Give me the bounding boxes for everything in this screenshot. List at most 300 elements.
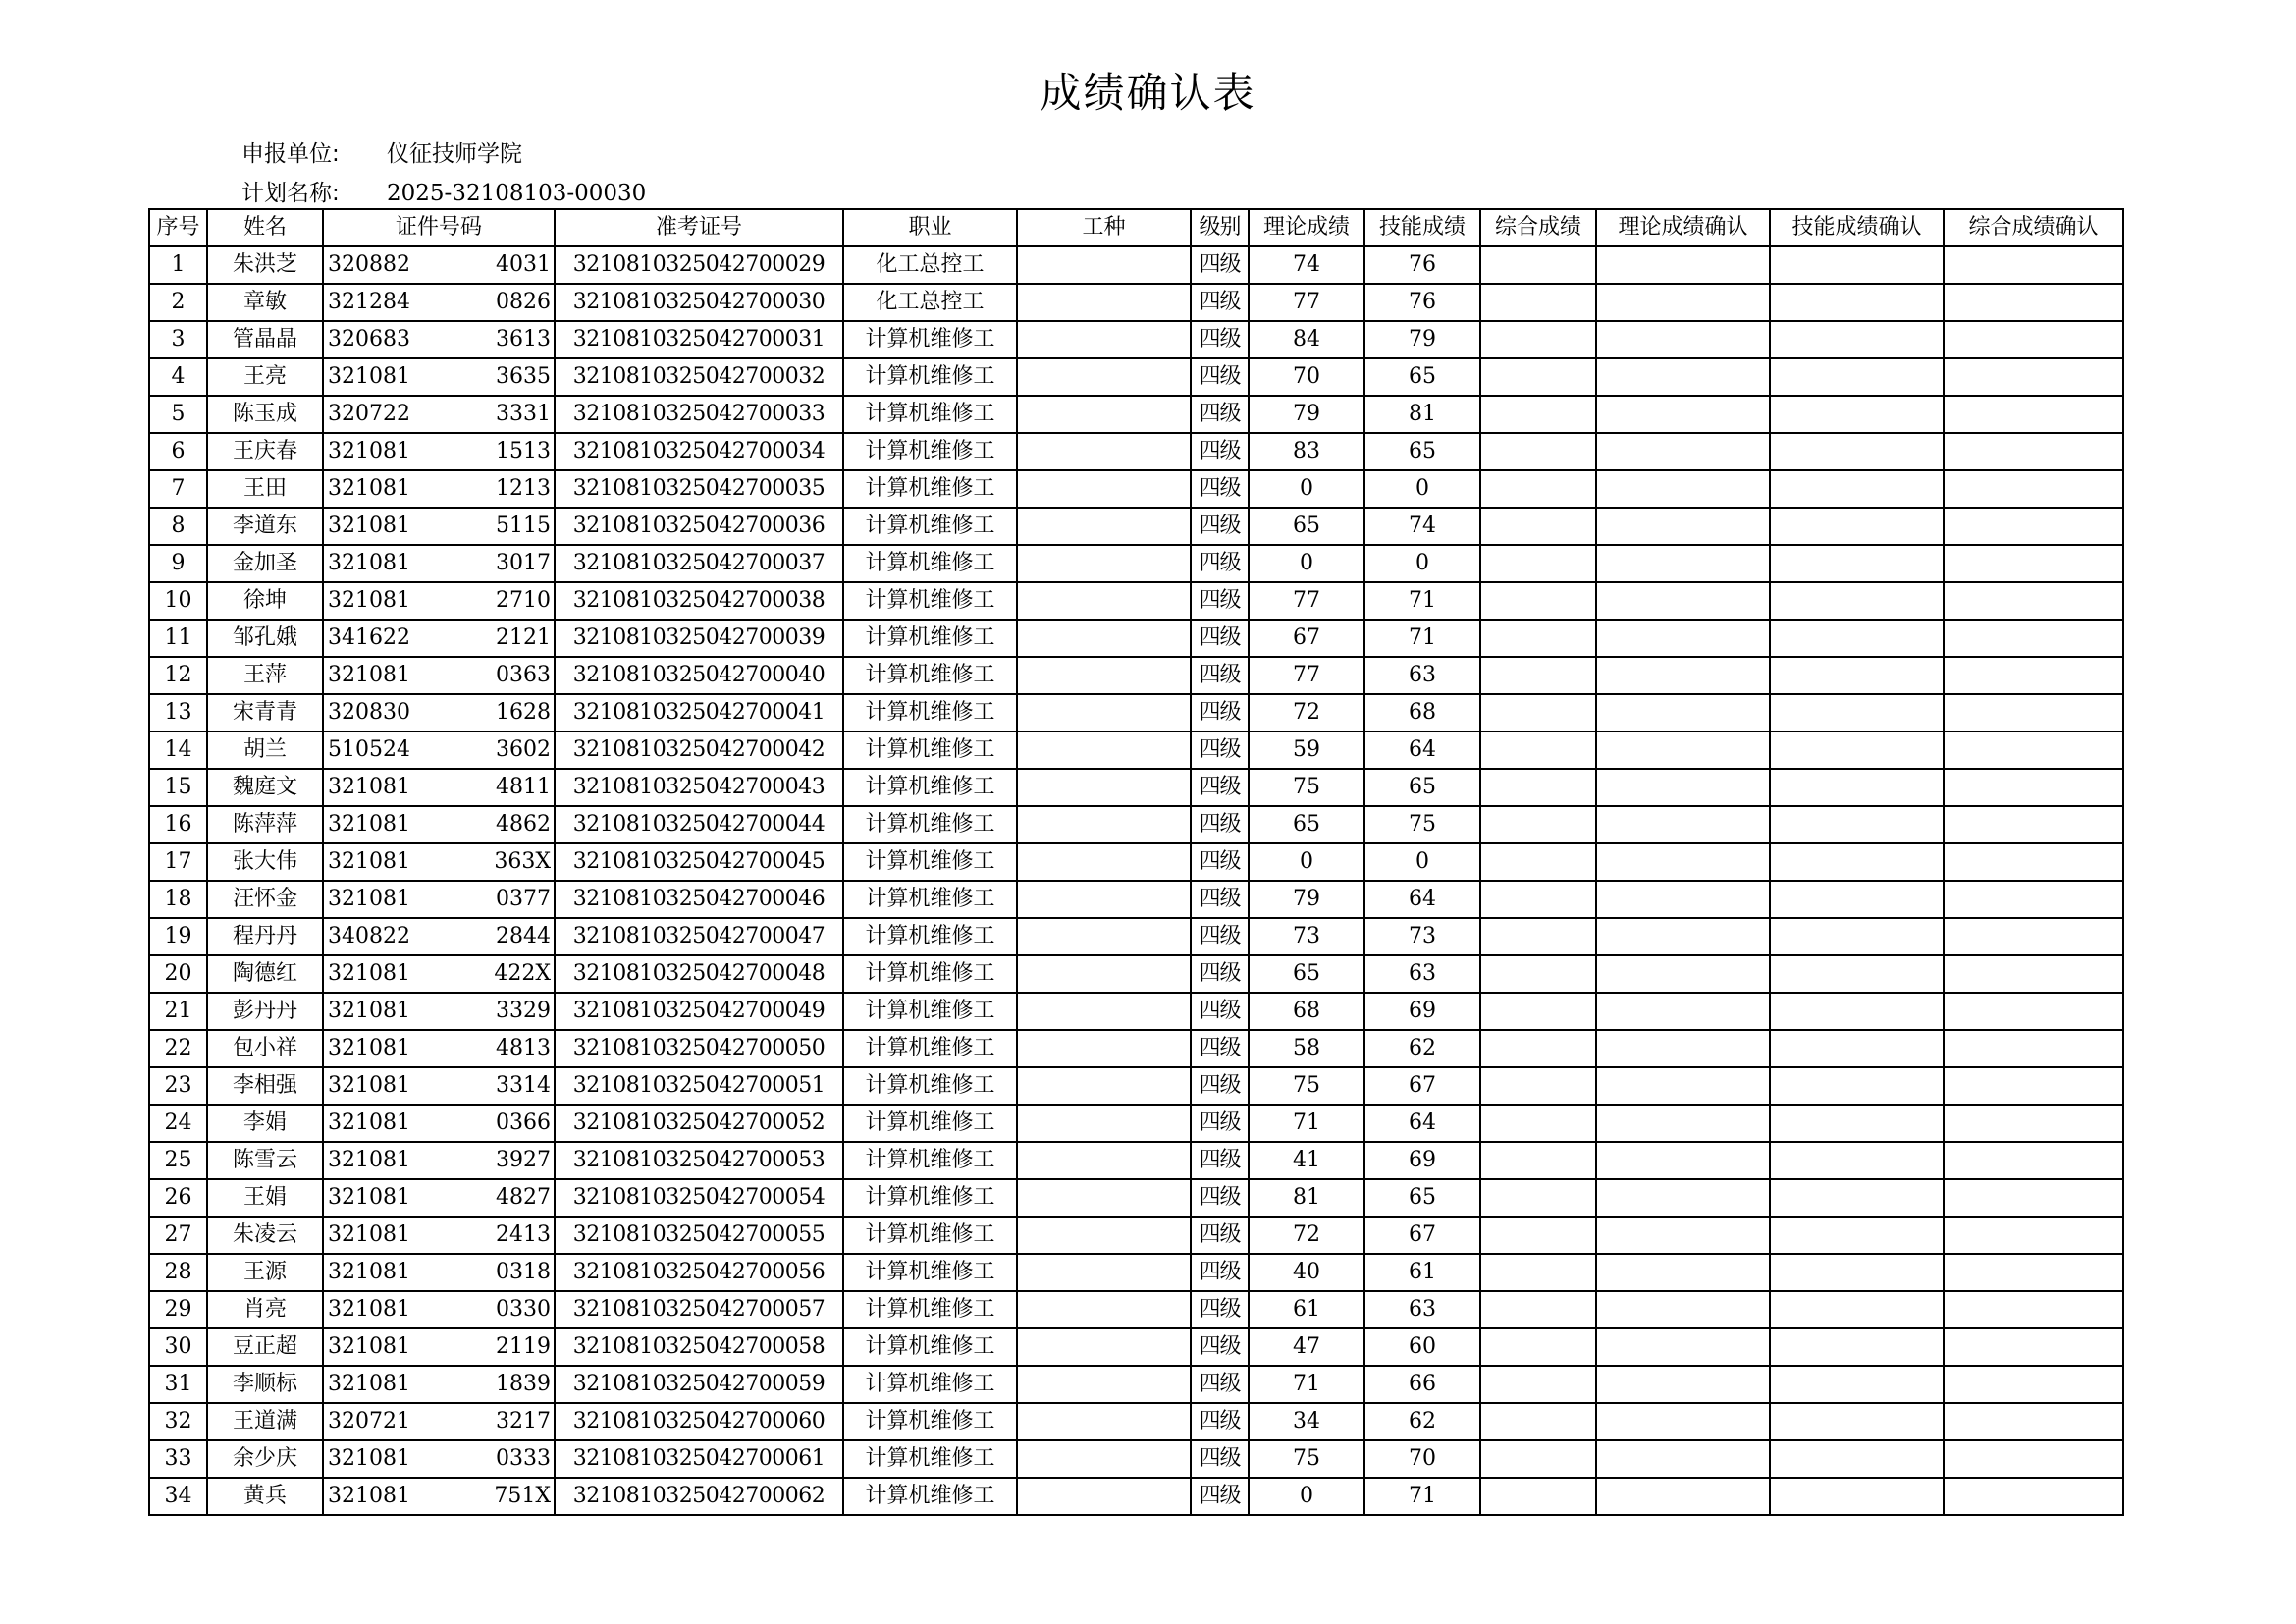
- cell-overall-score: [1480, 1403, 1596, 1440]
- cell-occupation: 计算机维修工: [843, 1142, 1017, 1179]
- table-row: [149, 508, 2123, 545]
- cell-theory-score: 81: [1249, 1179, 1364, 1217]
- table-row: [149, 881, 2123, 918]
- cell-occupation: 计算机维修工: [843, 508, 1017, 545]
- cell-overall-score: [1480, 918, 1596, 955]
- cell-skill-score: 67: [1364, 1067, 1480, 1105]
- cell-admission-number: 3210810325042700035: [555, 470, 843, 508]
- header-occupation: 职业: [843, 209, 1017, 246]
- cell-theory-score: 79: [1249, 396, 1364, 433]
- cell-overall-confirm: [1944, 955, 2123, 993]
- id-number-suffix: 2844: [496, 924, 551, 948]
- cell-skill-score: 60: [1364, 1328, 1480, 1366]
- cell-no: 26: [149, 1179, 207, 1217]
- table-row: [149, 806, 2123, 843]
- cell-theory-confirm: [1596, 1366, 1770, 1403]
- cell-theory-score: 74: [1249, 246, 1364, 284]
- cell-overall-confirm: [1944, 731, 2123, 769]
- cell-skill-score: 0: [1364, 545, 1480, 582]
- cell-level: 四级: [1191, 321, 1249, 358]
- cell-skill-score: 65: [1364, 358, 1480, 396]
- cell-no: 18: [149, 881, 207, 918]
- header-name: 姓名: [207, 209, 323, 246]
- cell-id-number: [323, 1067, 555, 1105]
- cell-id-number: [323, 731, 555, 769]
- cell-skill-score: 64: [1364, 1105, 1480, 1142]
- cell-theory-score: 73: [1249, 918, 1364, 955]
- cell-admission-number: 3210810325042700056: [555, 1254, 843, 1291]
- table-row: [149, 284, 2123, 321]
- cell-overall-score: [1480, 246, 1596, 284]
- cell-name: 李顺标: [207, 1366, 323, 1403]
- table-row: [149, 1328, 2123, 1366]
- cell-skill-confirm: [1770, 1403, 1944, 1440]
- id-number-suffix: 363X: [494, 849, 551, 874]
- cell-skill-confirm: [1770, 731, 1944, 769]
- cell-skill-confirm: [1770, 843, 1944, 881]
- cell-skill-confirm: [1770, 918, 1944, 955]
- cell-id-number: [323, 769, 555, 806]
- cell-skill-confirm: [1770, 470, 1944, 508]
- cell-skill-score: 62: [1364, 1403, 1480, 1440]
- cell-admission-number: 3210810325042700034: [555, 433, 843, 470]
- cell-no: 32: [149, 1403, 207, 1440]
- cell-skill-score: 70: [1364, 1440, 1480, 1478]
- id-number-suffix: 2710: [496, 588, 551, 613]
- cell-admission-number: 3210810325042700047: [555, 918, 843, 955]
- cell-theory-score: 71: [1249, 1366, 1364, 1403]
- id-number-prefix: 321081: [328, 812, 410, 837]
- cell-admission-number: 3210810325042700062: [555, 1478, 843, 1515]
- cell-skill-score: 69: [1364, 993, 1480, 1030]
- cell-theory-confirm: [1596, 246, 1770, 284]
- table-row: [149, 545, 2123, 582]
- table-row: [149, 321, 2123, 358]
- cell-occupation: 计算机维修工: [843, 993, 1017, 1030]
- cell-skill-score: 62: [1364, 1030, 1480, 1067]
- cell-id-number: [323, 806, 555, 843]
- cell-theory-confirm: [1596, 433, 1770, 470]
- cell-occupation: 计算机维修工: [843, 694, 1017, 731]
- cell-skill-confirm: [1770, 358, 1944, 396]
- cell-skill-score: 64: [1364, 731, 1480, 769]
- cell-name: 陈萍萍: [207, 806, 323, 843]
- cell-overall-score: [1480, 657, 1596, 694]
- table-row: [149, 955, 2123, 993]
- cell-theory-score: 0: [1249, 545, 1364, 582]
- cell-skill-confirm: [1770, 1067, 1944, 1105]
- cell-level: 四级: [1191, 1328, 1249, 1366]
- cell-no: 13: [149, 694, 207, 731]
- cell-skill-confirm: [1770, 545, 1944, 582]
- cell-level: 四级: [1191, 1478, 1249, 1515]
- id-number-suffix: 0363: [496, 663, 551, 687]
- cell-theory-score: 75: [1249, 1067, 1364, 1105]
- cell-theory-score: 65: [1249, 508, 1364, 545]
- id-number-suffix: 1213: [496, 476, 551, 501]
- cell-theory-confirm: [1596, 284, 1770, 321]
- cell-theory-score: 83: [1249, 433, 1364, 470]
- cell-overall-confirm: [1944, 508, 2123, 545]
- cell-work-type: [1017, 955, 1191, 993]
- cell-name: 王亮: [207, 358, 323, 396]
- cell-name: 黄兵: [207, 1478, 323, 1515]
- cell-theory-score: 0: [1249, 470, 1364, 508]
- cell-occupation: 计算机维修工: [843, 1179, 1017, 1217]
- id-number-prefix: 321081: [328, 1334, 410, 1359]
- id-number-prefix: 321081: [328, 1484, 410, 1508]
- id-number-prefix: 321081: [328, 887, 410, 911]
- cell-no: 4: [149, 358, 207, 396]
- cell-theory-confirm: [1596, 1067, 1770, 1105]
- id-number-prefix: 321081: [328, 663, 410, 687]
- id-number-suffix: 1839: [496, 1372, 551, 1396]
- cell-overall-confirm: [1944, 1440, 2123, 1478]
- cell-id-number: [323, 545, 555, 582]
- cell-level: 四级: [1191, 918, 1249, 955]
- cell-theory-score: 65: [1249, 806, 1364, 843]
- cell-name: 王道满: [207, 1403, 323, 1440]
- cell-skill-confirm: [1770, 657, 1944, 694]
- cell-work-type: [1017, 1142, 1191, 1179]
- cell-no: 29: [149, 1291, 207, 1328]
- cell-theory-confirm: [1596, 843, 1770, 881]
- cell-skill-score: 0: [1364, 843, 1480, 881]
- id-number-suffix: 2119: [496, 1334, 551, 1359]
- cell-no: 6: [149, 433, 207, 470]
- cell-admission-number: 3210810325042700045: [555, 843, 843, 881]
- cell-id-number: [323, 1328, 555, 1366]
- cell-work-type: [1017, 1403, 1191, 1440]
- cell-admission-number: 3210810325042700041: [555, 694, 843, 731]
- cell-id-number: [323, 284, 555, 321]
- cell-work-type: [1017, 545, 1191, 582]
- cell-name: 管晶晶: [207, 321, 323, 358]
- cell-work-type: [1017, 284, 1191, 321]
- table-row: [149, 620, 2123, 657]
- id-number-suffix: 1513: [496, 439, 551, 463]
- cell-overall-score: [1480, 1067, 1596, 1105]
- cell-occupation: 计算机维修工: [843, 769, 1017, 806]
- id-number-suffix: 2413: [496, 1222, 551, 1247]
- cell-theory-confirm: [1596, 321, 1770, 358]
- cell-level: 四级: [1191, 582, 1249, 620]
- cell-occupation: 计算机维修工: [843, 657, 1017, 694]
- cell-theory-score: 58: [1249, 1030, 1364, 1067]
- cell-id-number: [323, 1179, 555, 1217]
- id-number-suffix: 3602: [496, 737, 551, 762]
- cell-id-number: [323, 1105, 555, 1142]
- id-number-suffix: 3927: [496, 1148, 551, 1172]
- id-number-prefix: 321081: [328, 1222, 410, 1247]
- cell-theory-score: 72: [1249, 1217, 1364, 1254]
- cell-name: 李道东: [207, 508, 323, 545]
- cell-theory-confirm: [1596, 993, 1770, 1030]
- cell-name: 王庆春: [207, 433, 323, 470]
- cell-name: 陈玉成: [207, 396, 323, 433]
- cell-overall-confirm: [1944, 657, 2123, 694]
- cell-level: 四级: [1191, 470, 1249, 508]
- cell-overall-confirm: [1944, 1328, 2123, 1366]
- cell-level: 四级: [1191, 1366, 1249, 1403]
- id-number-prefix: 321081: [328, 514, 410, 538]
- cell-overall-score: [1480, 508, 1596, 545]
- cell-skill-confirm: [1770, 396, 1944, 433]
- cell-occupation: 计算机维修工: [843, 1105, 1017, 1142]
- cell-id-number: [323, 993, 555, 1030]
- cell-overall-score: [1480, 1366, 1596, 1403]
- id-number-prefix: 320683: [328, 327, 410, 352]
- cell-no: 34: [149, 1478, 207, 1515]
- id-number-suffix: 3613: [496, 327, 551, 352]
- cell-occupation: 计算机维修工: [843, 433, 1017, 470]
- id-number-prefix: 321081: [328, 1185, 410, 1210]
- cell-admission-number: 3210810325042700032: [555, 358, 843, 396]
- cell-name: 朱凌云: [207, 1217, 323, 1254]
- cell-id-number: [323, 1142, 555, 1179]
- cell-skill-confirm: [1770, 1142, 1944, 1179]
- cell-name: 陶德红: [207, 955, 323, 993]
- cell-occupation: 化工总控工: [843, 284, 1017, 321]
- page-title: 成绩确认表: [1040, 69, 1256, 117]
- cell-admission-number: 3210810325042700030: [555, 284, 843, 321]
- id-number-prefix: 321081: [328, 1297, 410, 1322]
- cell-skill-score: 65: [1364, 1179, 1480, 1217]
- plan-name-label: 计划名称:: [241, 181, 340, 206]
- cell-admission-number: 3210810325042700060: [555, 1403, 843, 1440]
- cell-theory-score: 75: [1249, 1440, 1364, 1478]
- cell-skill-confirm: [1770, 284, 1944, 321]
- cell-name: 豆正超: [207, 1328, 323, 1366]
- cell-name: 邹孔娥: [207, 620, 323, 657]
- cell-work-type: [1017, 582, 1191, 620]
- cell-name: 包小祥: [207, 1030, 323, 1067]
- cell-work-type: [1017, 694, 1191, 731]
- cell-theory-confirm: [1596, 1254, 1770, 1291]
- id-number-prefix: 321081: [328, 1110, 410, 1135]
- table-row: [149, 769, 2123, 806]
- cell-id-number: [323, 1291, 555, 1328]
- cell-overall-confirm: [1944, 545, 2123, 582]
- cell-skill-score: 63: [1364, 1291, 1480, 1328]
- cell-occupation: 计算机维修工: [843, 470, 1017, 508]
- plan-name-value: 2025-32108103-00030: [387, 181, 647, 206]
- cell-occupation: 计算机维修工: [843, 955, 1017, 993]
- cell-skill-confirm: [1770, 620, 1944, 657]
- cell-skill-confirm: [1770, 1030, 1944, 1067]
- header-overall-confirm: 综合成绩确认: [1944, 209, 2123, 246]
- cell-work-type: [1017, 1105, 1191, 1142]
- cell-id-number: [323, 694, 555, 731]
- table-row: [149, 582, 2123, 620]
- cell-no: 8: [149, 508, 207, 545]
- table-row: [149, 1217, 2123, 1254]
- cell-skill-confirm: [1770, 246, 1944, 284]
- cell-theory-confirm: [1596, 1403, 1770, 1440]
- cell-level: 四级: [1191, 1440, 1249, 1478]
- cell-name: 张大伟: [207, 843, 323, 881]
- cell-name: 陈雪云: [207, 1142, 323, 1179]
- cell-skill-score: 64: [1364, 881, 1480, 918]
- cell-occupation: 计算机维修工: [843, 1217, 1017, 1254]
- cell-overall-score: [1480, 358, 1596, 396]
- cell-overall-score: [1480, 1142, 1596, 1179]
- cell-skill-score: 76: [1364, 284, 1480, 321]
- cell-name: 王萍: [207, 657, 323, 694]
- cell-theory-score: 71: [1249, 1105, 1364, 1142]
- header-id-number: 证件号码: [323, 209, 555, 246]
- cell-id-number: [323, 470, 555, 508]
- cell-admission-number: 3210810325042700039: [555, 620, 843, 657]
- cell-work-type: [1017, 1030, 1191, 1067]
- table-row: [149, 1478, 2123, 1515]
- cell-theory-confirm: [1596, 1179, 1770, 1217]
- cell-level: 四级: [1191, 1105, 1249, 1142]
- score-table: [148, 208, 2124, 1516]
- id-number-prefix: 321081: [328, 775, 410, 799]
- cell-theory-score: 40: [1249, 1254, 1364, 1291]
- cell-overall-score: [1480, 993, 1596, 1030]
- cell-name: 王娟: [207, 1179, 323, 1217]
- cell-admission-number: 3210810325042700037: [555, 545, 843, 582]
- cell-occupation: 计算机维修工: [843, 731, 1017, 769]
- applicant-unit-label: 申报单位:: [241, 141, 340, 167]
- cell-work-type: [1017, 918, 1191, 955]
- table-row: [149, 1179, 2123, 1217]
- id-number-suffix: 4862: [496, 812, 551, 837]
- cell-level: 四级: [1191, 955, 1249, 993]
- cell-id-number: [323, 246, 555, 284]
- cell-skill-score: 81: [1364, 396, 1480, 433]
- cell-work-type: [1017, 731, 1191, 769]
- header-overall-score: 综合成绩: [1480, 209, 1596, 246]
- cell-skill-score: 61: [1364, 1254, 1480, 1291]
- cell-admission-number: 3210810325042700050: [555, 1030, 843, 1067]
- id-number-suffix: 0366: [496, 1110, 551, 1135]
- id-number-prefix: 321081: [328, 961, 410, 986]
- header-skill-score: 技能成绩: [1364, 209, 1480, 246]
- table-row: [149, 1142, 2123, 1179]
- cell-id-number: [323, 1403, 555, 1440]
- cell-overall-confirm: [1944, 1105, 2123, 1142]
- cell-level: 四级: [1191, 1067, 1249, 1105]
- cell-skill-confirm: [1770, 1366, 1944, 1403]
- cell-admission-number: 3210810325042700031: [555, 321, 843, 358]
- cell-id-number: [323, 620, 555, 657]
- cell-no: 33: [149, 1440, 207, 1478]
- cell-skill-confirm: [1770, 1105, 1944, 1142]
- cell-theory-confirm: [1596, 918, 1770, 955]
- cell-id-number: [323, 657, 555, 694]
- cell-skill-confirm: [1770, 582, 1944, 620]
- cell-overall-confirm: [1944, 246, 2123, 284]
- cell-overall-confirm: [1944, 918, 2123, 955]
- id-number-prefix: 321081: [328, 1036, 410, 1060]
- cell-occupation: 计算机维修工: [843, 843, 1017, 881]
- id-number-prefix: 321081: [328, 439, 410, 463]
- cell-id-number: [323, 1366, 555, 1403]
- cell-admission-number: 3210810325042700059: [555, 1366, 843, 1403]
- cell-theory-confirm: [1596, 396, 1770, 433]
- cell-skill-confirm: [1770, 881, 1944, 918]
- cell-name: 李娟: [207, 1105, 323, 1142]
- cell-skill-score: 0: [1364, 470, 1480, 508]
- cell-no: 1: [149, 246, 207, 284]
- cell-overall-confirm: [1944, 1067, 2123, 1105]
- cell-overall-score: [1480, 806, 1596, 843]
- cell-occupation: 计算机维修工: [843, 545, 1017, 582]
- cell-theory-confirm: [1596, 1105, 1770, 1142]
- cell-level: 四级: [1191, 284, 1249, 321]
- cell-work-type: [1017, 769, 1191, 806]
- cell-theory-confirm: [1596, 508, 1770, 545]
- cell-work-type: [1017, 433, 1191, 470]
- cell-work-type: [1017, 1067, 1191, 1105]
- cell-no: 5: [149, 396, 207, 433]
- table-row: [149, 1030, 2123, 1067]
- cell-work-type: [1017, 396, 1191, 433]
- cell-overall-score: [1480, 1440, 1596, 1478]
- cell-level: 四级: [1191, 843, 1249, 881]
- cell-overall-score: [1480, 769, 1596, 806]
- id-number-prefix: 321081: [328, 1372, 410, 1396]
- cell-overall-confirm: [1944, 1366, 2123, 1403]
- cell-skill-confirm: [1770, 433, 1944, 470]
- cell-name: 李相强: [207, 1067, 323, 1105]
- table-row: [149, 694, 2123, 731]
- cell-no: 30: [149, 1328, 207, 1366]
- id-number-prefix: 320721: [328, 1409, 410, 1434]
- cell-theory-confirm: [1596, 769, 1770, 806]
- cell-occupation: 计算机维修工: [843, 1030, 1017, 1067]
- cell-theory-score: 0: [1249, 1478, 1364, 1515]
- cell-theory-score: 72: [1249, 694, 1364, 731]
- table-row: [149, 843, 2123, 881]
- cell-theory-confirm: [1596, 545, 1770, 582]
- cell-overall-score: [1480, 545, 1596, 582]
- cell-skill-score: 68: [1364, 694, 1480, 731]
- cell-skill-confirm: [1770, 1291, 1944, 1328]
- cell-name: 王源: [207, 1254, 323, 1291]
- cell-admission-number: 3210810325042700038: [555, 582, 843, 620]
- cell-skill-score: 71: [1364, 1478, 1480, 1515]
- id-number-suffix: 3329: [496, 999, 551, 1023]
- table-row: [149, 1067, 2123, 1105]
- id-number-prefix: 341622: [328, 625, 410, 650]
- cell-overall-score: [1480, 1030, 1596, 1067]
- cell-overall-score: [1480, 321, 1596, 358]
- cell-level: 四级: [1191, 806, 1249, 843]
- id-number-suffix: 3217: [496, 1409, 551, 1434]
- cell-name: 肖亮: [207, 1291, 323, 1328]
- cell-skill-confirm: [1770, 1478, 1944, 1515]
- cell-overall-confirm: [1944, 1179, 2123, 1217]
- cell-work-type: [1017, 246, 1191, 284]
- cell-work-type: [1017, 657, 1191, 694]
- cell-admission-number: 3210810325042700040: [555, 657, 843, 694]
- cell-theory-confirm: [1596, 1030, 1770, 1067]
- id-number-suffix: 3017: [496, 551, 551, 575]
- cell-work-type: [1017, 1440, 1191, 1478]
- cell-admission-number: 3210810325042700054: [555, 1179, 843, 1217]
- cell-no: 16: [149, 806, 207, 843]
- table-row: [149, 1254, 2123, 1291]
- cell-overall-confirm: [1944, 321, 2123, 358]
- cell-theory-score: 61: [1249, 1291, 1364, 1328]
- cell-no: 15: [149, 769, 207, 806]
- id-number-prefix: 321081: [328, 364, 410, 389]
- cell-work-type: [1017, 1291, 1191, 1328]
